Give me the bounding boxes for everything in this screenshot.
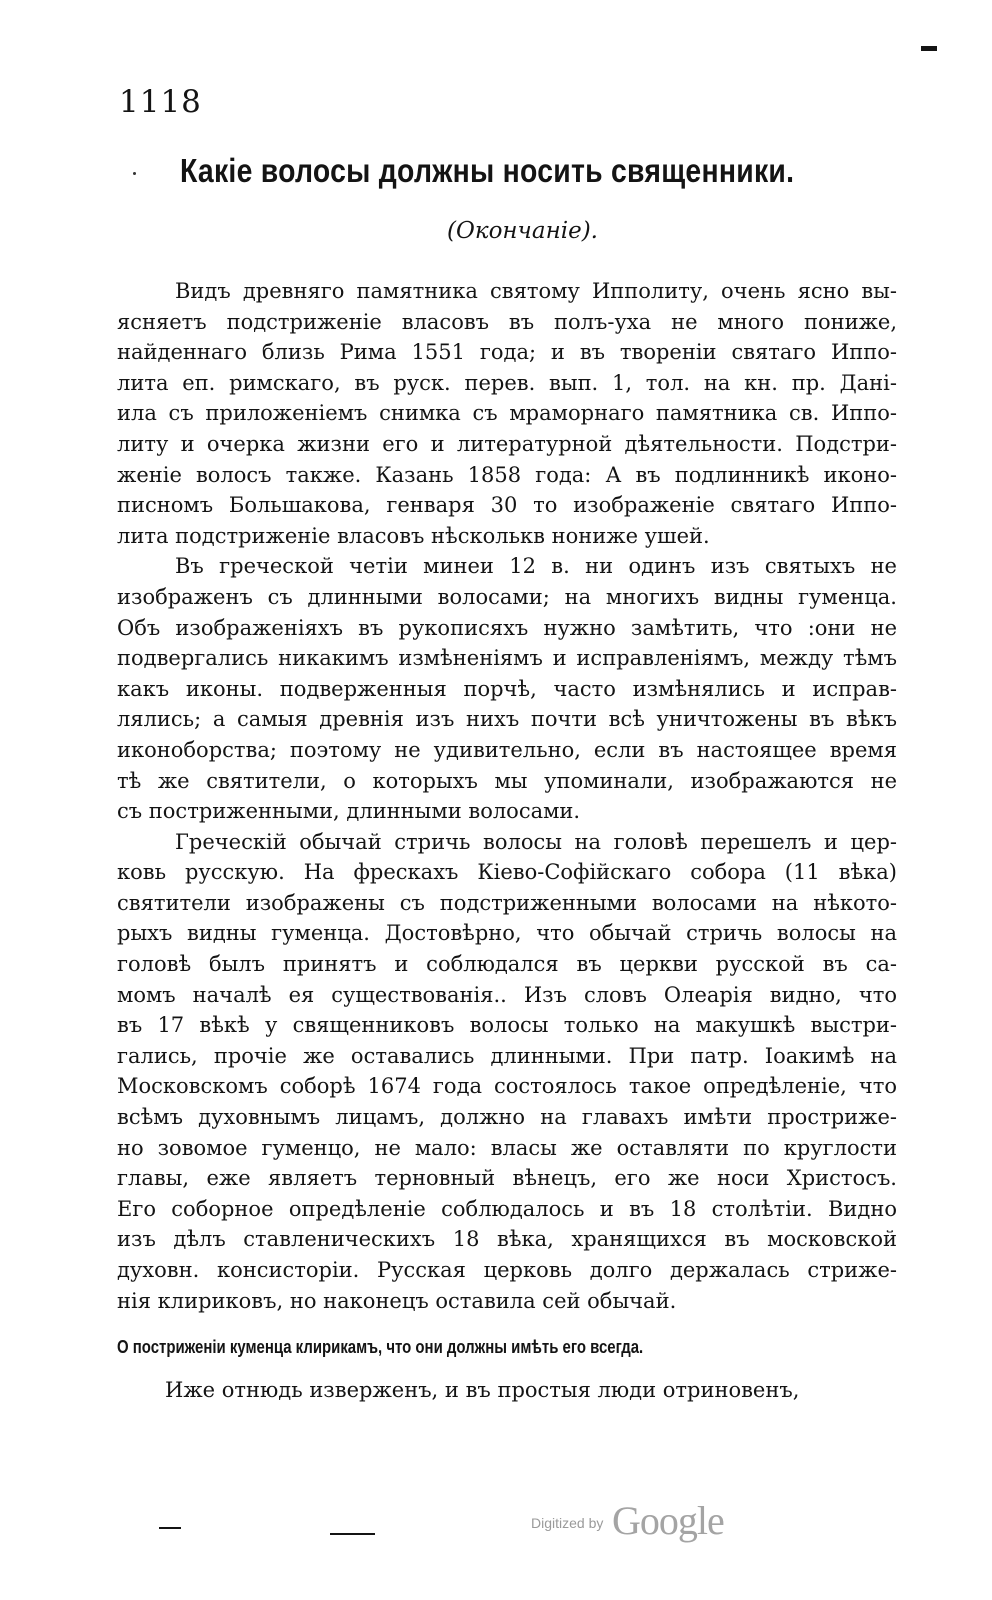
page-title: Какіе волосы должны носить священники.	[180, 152, 795, 189]
text-line: лита еп. римскаго, въ руск. перев. вып. 1, тол. на кн. пр. Дані-	[117, 370, 897, 395]
text-line: Объ изображеніяхъ въ рукописяхъ нужно замѣтить, что :они не	[117, 615, 897, 640]
text-line: ковь русскую. На фрескахъ Кіево-Софійскаго собора (11 вѣка)	[117, 860, 897, 885]
text-line: Его соборное опредѣленіе соблюдалось и въ 18 столѣтіи. Видно	[117, 1196, 897, 1221]
text-line: писномъ Большакова, генваря 30 то изображеніе святаго Иппо-	[117, 493, 897, 518]
text-line: подвергались никакимъ измѣненіямъ и исправленіямъ, между тѣмъ	[117, 646, 897, 671]
page-subtitle: (Окончаніе).	[447, 218, 598, 244]
final-paragraph	[117, 1375, 897, 1406]
text-line: изображенъ съ длинными волосами; на многихъ видны гуменца.	[117, 584, 897, 609]
text-line: святители изображены съ подстриженными волосами на нѣкото-	[117, 890, 897, 915]
section-heading: О постриженіи куменца клирикамъ, что они должны имѣть его всегда.	[117, 1337, 644, 1357]
text-line: головѣ былъ принятъ и соблюдался въ церкви русской въ са-	[117, 952, 897, 977]
text-line: изъ дѣлъ ставленическихъ 18 вѣка, хранящихся въ московской	[117, 1227, 897, 1252]
text-line: въ 17 вѣкѣ у священниковъ волосы только на макушкѣ выстри-	[117, 1013, 897, 1038]
text-line: но зовомое гуменцо, не мало: власы же оставляти по круглости	[117, 1135, 897, 1160]
paragraph	[117, 551, 897, 826]
text-line: ясняетъ подстриженіе власовъ въ полъ-уха не много пониже,	[117, 309, 897, 334]
text-line: Иже отнюдь изверженъ, и въ простыя люди отриновенъ,	[165, 1378, 800, 1402]
text-line: Греческій обычай стричь волосы на головѣ перешелъ и цер-	[175, 829, 897, 854]
text-line: женіе волосъ также. Казань 1858 года: А въ подлинникѣ иконо-	[117, 462, 897, 487]
paragraph	[117, 276, 897, 551]
text-line: лялись; а самыя древнія изъ нихъ почти всѣ уничтожены въ вѣкъ	[117, 707, 897, 732]
body-text	[117, 276, 897, 1316]
text-line: литу и очерка жизни его и литературной дѣятельности. Подстри-	[117, 431, 897, 456]
text-line: лита подстриженіе власовъ нѣсколькв нониже ушей.	[117, 523, 710, 548]
text-line: иконоборства; поэтому не удивительно, если въ настоящее время	[117, 737, 897, 762]
scan-footer-rule-center	[330, 1533, 375, 1535]
paragraph	[117, 827, 897, 1317]
text-line: духовн. консисторіи. Русская церковь долго держалась стриже-	[117, 1258, 897, 1282]
text-line: ила съ приложеніемъ снимка съ мраморнаго памятника св. Иппо-	[117, 401, 897, 426]
text-line: Московскомъ соборѣ 1674 года состоялось такое опредѣленіе, что	[117, 1074, 897, 1099]
page-number: 1118	[119, 84, 202, 120]
scan-footer-rule-left	[159, 1527, 181, 1529]
text-line: Видъ древняго памятника святому Ипполиту, очень ясно вы-	[175, 279, 897, 303]
text-line: тѣ же святители, о которыхъ мы упоминали, изображаются не	[117, 768, 897, 793]
text-line: нія клириковъ, но наконецъ оставила сей обычай.	[117, 1288, 677, 1313]
footer-digitized-label: Digitized by	[531, 1515, 604, 1531]
google-logo: Google	[612, 1498, 724, 1543]
text-line: съ постриженными, длинными волосами.	[117, 799, 581, 824]
text-line: рыхъ видны гуменца. Достовѣрно, что обычай стричь волосы на	[117, 921, 897, 946]
scan-dot-mark	[133, 172, 136, 175]
text-line: найденнаго близь Рима 1551 года; и въ твореніи святаго Иппо-	[117, 340, 897, 365]
scan-edge-mark	[921, 46, 937, 51]
text-line: Въ греческой четіи минеи 12 в. ни одинъ изъ святыхъ не	[175, 554, 897, 579]
text-line: гались, прочіе же оставались длинными. При патр. Іоакимѣ на	[117, 1043, 897, 1068]
text-line: какъ иконы. подверженныя порчѣ, часто измѣнялись и исправ-	[117, 676, 897, 701]
text-line: момъ началѣ ея существованія.. Изъ словъ Олеарія видно, что	[117, 982, 897, 1007]
text-line: всѣмъ духовнымъ лицамъ, должно на главахъ имѣти простриже-	[117, 1105, 897, 1130]
text-line: главы, еже являетъ терновный вѣнецъ, его же носи Христосъ.	[117, 1166, 897, 1191]
